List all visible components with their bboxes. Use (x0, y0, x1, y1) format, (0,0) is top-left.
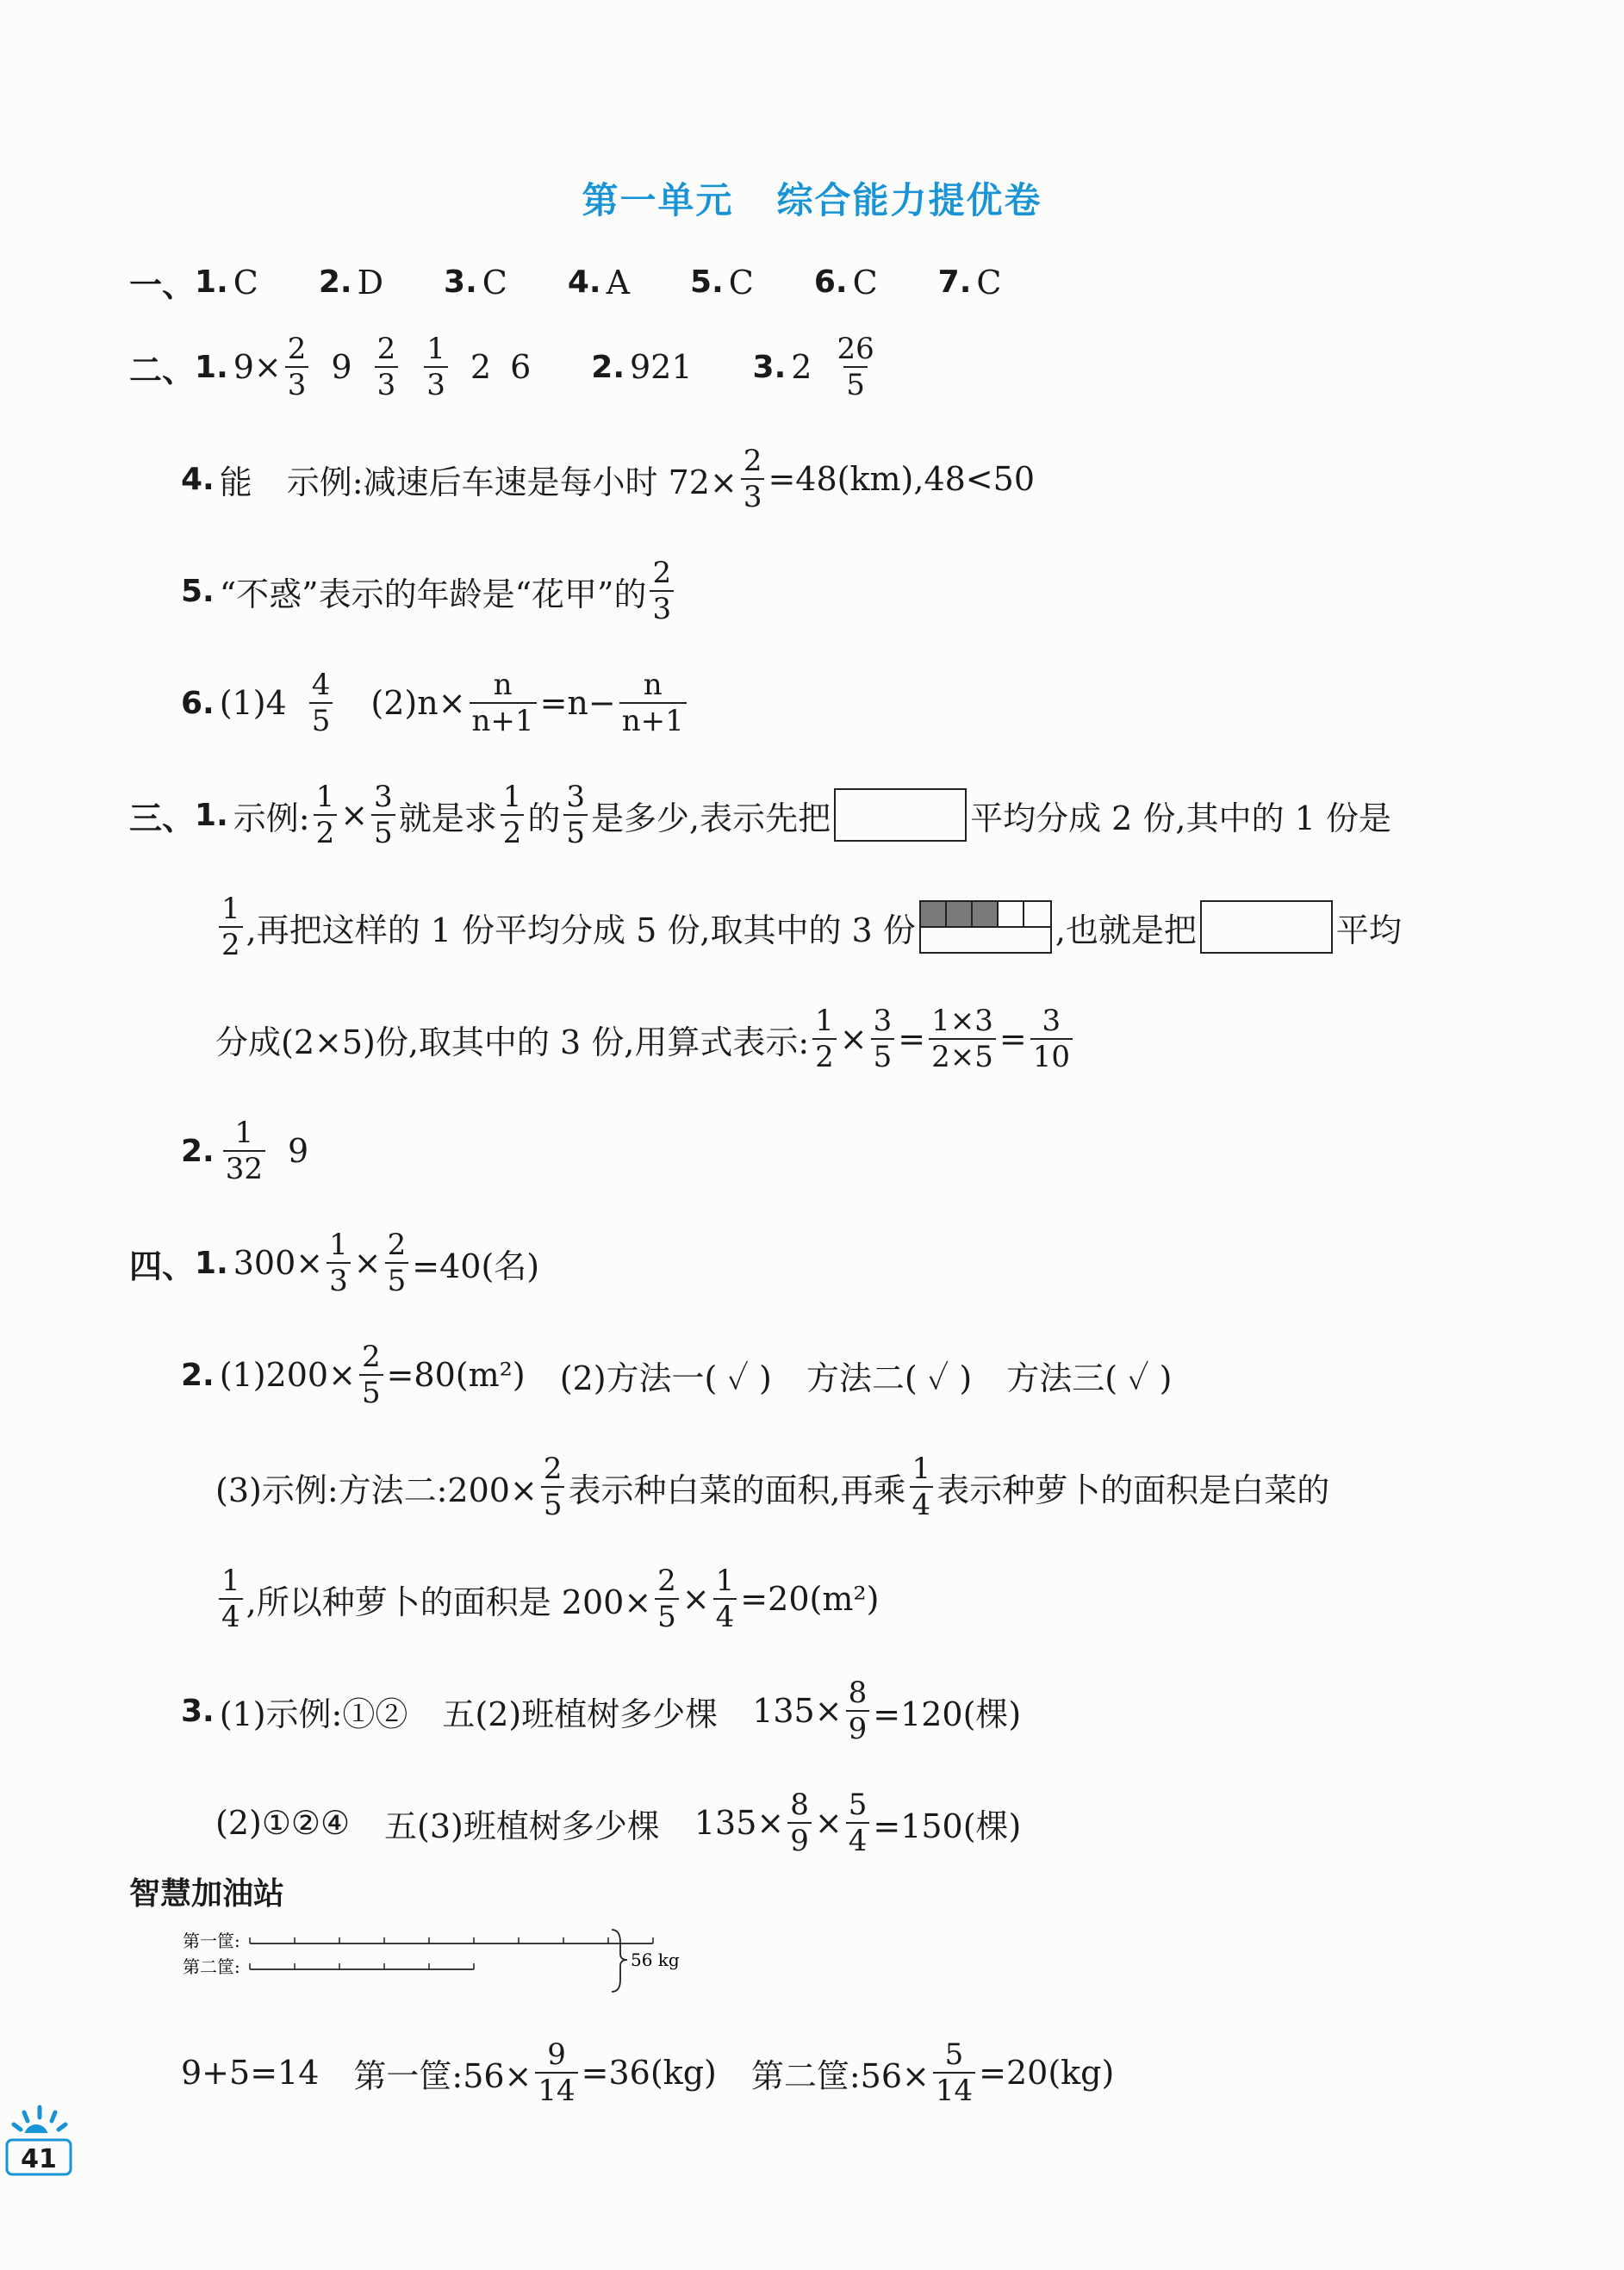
answer-text: =80(m²) (386, 1356, 526, 1394)
answer-text: 135× (694, 1804, 785, 1842)
basket-diagram (181, 1921, 680, 2003)
answer-text: 是多少,表示先把 (591, 799, 831, 837)
answer-text: 2 (791, 348, 812, 386)
operator: × (839, 1020, 868, 1058)
operator: = (898, 1020, 926, 1058)
fraction: 26 5 (837, 332, 874, 402)
answer-text: 921 (630, 348, 693, 386)
answer-text: 分成(2×5)份,取其中的 3 份,用算式表示: (215, 1023, 810, 1061)
q-number: 1. (195, 349, 228, 385)
answer-text: 方法二( ✓ ) (806, 1359, 973, 1397)
q-number: 5. (181, 573, 215, 609)
answer-text: 的 (527, 799, 561, 837)
section-label: 三、 (129, 799, 196, 837)
bonus-solution (181, 2037, 1114, 2108)
fraction: $\frac{1}{2}$ (314, 780, 338, 850)
section-4-q3-line1 (181, 1676, 1021, 1746)
answer-text: 五(2)班植树多少棵 (442, 1695, 719, 1733)
section-3-q1-line1 (129, 780, 1391, 850)
answer: C (852, 263, 878, 302)
q-number: 7. (937, 264, 972, 300)
answer-text: 五(3)班植树多少棵 (384, 1807, 660, 1845)
q-number: 3. (752, 349, 787, 385)
answer-text: 能 (219, 463, 252, 501)
sun-icon (5, 2102, 74, 2180)
q-number: 2. (318, 264, 352, 300)
section-1 (129, 258, 1001, 306)
section-3-q2 (181, 1116, 308, 1186)
fraction: $\frac{1}{4}$ (713, 1564, 737, 1634)
answer-text: 第二筐:56× (750, 2056, 930, 2095)
fraction: 1 2 (219, 892, 243, 962)
section-4-q2-line1 (181, 1340, 1173, 1410)
row2-segments (250, 1963, 474, 1969)
answer-text: 平均分成 2 份,其中的 1 份是 (970, 799, 1391, 837)
q-number: 4. (181, 461, 215, 497)
q-number: 1. (195, 264, 228, 300)
answer-text: “不惑”表示的年龄是“花甲”的 (219, 575, 647, 613)
q-number: 1. (195, 1245, 228, 1281)
operator: × (353, 1244, 382, 1282)
answer: C (976, 263, 1002, 302)
q-number: 1. (195, 797, 228, 833)
answer: C (728, 263, 754, 302)
fraction: $\frac{n}{n+1}$ (470, 668, 537, 738)
answer-text: =36(kg) (581, 2054, 717, 2092)
answer-text: 示例:减速后车速是每小时 72× (286, 463, 737, 501)
answer-text: 表示种萝卜的面积是白菜的 (936, 1471, 1330, 1509)
section-2-q4 (181, 444, 1035, 514)
fraction: $\frac{5}{14}$ (933, 2037, 975, 2108)
fraction: $\frac{n}{n+1}$ (619, 668, 687, 738)
answer-text: ,所以种萝卜的面积是 200× (246, 1583, 652, 1621)
q-number: 6. (813, 264, 848, 300)
answer: A (606, 263, 631, 302)
fraction: $\frac{2}{5}$ (385, 1228, 409, 1298)
section-label: 一、 (129, 266, 196, 304)
section-2-q6 (181, 668, 690, 738)
fraction: $\frac{3}{10}$ (1030, 1004, 1073, 1074)
q-number: 2. (181, 1133, 215, 1169)
rectangle-diagram (834, 788, 967, 842)
answer: C (482, 263, 507, 302)
row2-label: 第二筐: (183, 1956, 240, 1977)
answer-text: 6 (510, 348, 532, 386)
page-number-badge (5, 2102, 74, 2183)
section-3-q1-line3 (215, 1004, 1076, 1074)
fraction: $\frac{3}{5}$ (371, 780, 395, 850)
fraction: $\frac{8}{9}$ (787, 1788, 812, 1858)
answer-text: (2)n× (370, 684, 466, 722)
answer-text: 示例: (233, 799, 310, 837)
answer-text: 9 (331, 348, 352, 386)
fraction: $\frac{1}{2}$ (812, 1004, 837, 1074)
q-number: 6. (181, 685, 215, 721)
row1-segments (250, 1937, 653, 1943)
answer-text: 就是求 (398, 799, 497, 837)
fraction: $\frac{5}{4}$ (846, 1788, 870, 1858)
fraction: $\frac{3}{5}$ (871, 1004, 895, 1074)
fraction: $\frac{1\times 3}{2\times 5}$ (929, 1004, 996, 1074)
section-4-q2-line2 (215, 1452, 1329, 1522)
operator: × (681, 1580, 710, 1618)
q-number: 5. (690, 264, 724, 300)
fraction: 4 5 (309, 668, 333, 738)
answer-text: 第一筐:56× (353, 2056, 532, 2095)
section-2-q5 (181, 556, 677, 626)
fraction: 2 3 (650, 556, 674, 626)
q-number: 3. (444, 264, 477, 300)
answer-text: (2)①②④ (215, 1804, 351, 1842)
q-number: 2. (181, 1357, 215, 1393)
q-number: 2. (591, 349, 625, 385)
answer: D (357, 263, 384, 302)
answer-text: 平均 (1335, 911, 1402, 949)
fraction: 1 2 (501, 780, 525, 850)
answer-text: =20(kg) (979, 2054, 1115, 2092)
fraction: $\frac{2}{5}$ (655, 1564, 679, 1634)
q-number: 3. (181, 1693, 215, 1729)
title-name: 综合能力提优卷 (776, 179, 1042, 221)
fraction: $\frac{2}{5}$ (359, 1340, 383, 1410)
answer-text: (3)示例:方法二:200× (215, 1471, 538, 1509)
fraction: 3 5 (563, 780, 588, 850)
q-number: 4. (567, 264, 601, 300)
section-3-q1-line2 (215, 892, 1402, 962)
answer-text: =20(m²) (740, 1580, 880, 1618)
fraction: $\frac{2}{3}$ (741, 444, 765, 514)
fraction: $\frac{9}{14}$ (535, 2037, 577, 2108)
operator: × (814, 1804, 843, 1842)
fraction: $\frac{1}{3}$ (327, 1228, 351, 1298)
answer-text: 9+5=14 (181, 2054, 320, 2092)
page-number: 41 (21, 2144, 57, 2174)
answer: C (233, 263, 258, 302)
fraction: 1 4 (219, 1564, 243, 1634)
fraction: 1 4 (910, 1452, 934, 1522)
answer-text: (1)200× (219, 1356, 356, 1394)
answer-text: =150(棵) (873, 1807, 1022, 1845)
answer-text: 9× (233, 348, 282, 386)
title-unit: 第一单元 (582, 179, 734, 221)
section-label: 四、 (129, 1247, 196, 1285)
fraction: 1 3 (424, 332, 448, 402)
total-label: 56 kg (631, 1950, 680, 1970)
fraction: 1 32 (223, 1116, 265, 1186)
section-label: 二、 (129, 351, 196, 389)
segment-diagram (181, 1921, 680, 1999)
operator: × (340, 796, 369, 834)
answer-text: 300× (233, 1244, 324, 1282)
operator: = (999, 1020, 1027, 1058)
fraction: $\frac{8}{9}$ (846, 1676, 870, 1746)
section-4-q1 (129, 1228, 539, 1298)
answer-text: =n− (539, 684, 616, 722)
answer-text: 方法三( ✓ ) (1006, 1359, 1173, 1397)
answer-text: 表示种白菜的面积,再乘 (568, 1471, 906, 1509)
answer-text: =120(棵) (873, 1695, 1022, 1733)
answer-text: =48(km),48<50 (768, 460, 1035, 498)
shaded-rectangle-diagram (919, 900, 1052, 954)
answer-text: ,再把这样的 1 份平均分成 5 份,取其中的 3 份 (246, 911, 916, 949)
answer-text: 135× (752, 1692, 843, 1730)
answer-text: (1)4 (219, 684, 287, 722)
fraction: 2 3 (375, 332, 399, 402)
section-4-q3-line2 (215, 1788, 1021, 1858)
answer-text: 9 (288, 1132, 309, 1170)
answer-text: =40(名) (412, 1247, 540, 1285)
row1-label: 第一筐: (183, 1931, 240, 1951)
fraction: $\frac{2}{3}$ (285, 332, 309, 402)
answer-text: (1)示例:①② (219, 1695, 408, 1733)
brace (612, 1930, 627, 1992)
section-4-q2-line3 (215, 1564, 879, 1634)
section-2-q1 (129, 332, 880, 402)
page-title (0, 172, 1624, 224)
rectangle-diagram (1200, 900, 1333, 954)
answer-text: 2 (470, 348, 492, 386)
fraction: $\frac{2}{5}$ (541, 1452, 565, 1522)
bonus-header: 智慧加油站 (129, 1876, 285, 1912)
answer-text: (2)方法一( ✓ ) (559, 1359, 772, 1397)
answer-text: ,也就是把 (1055, 911, 1197, 949)
